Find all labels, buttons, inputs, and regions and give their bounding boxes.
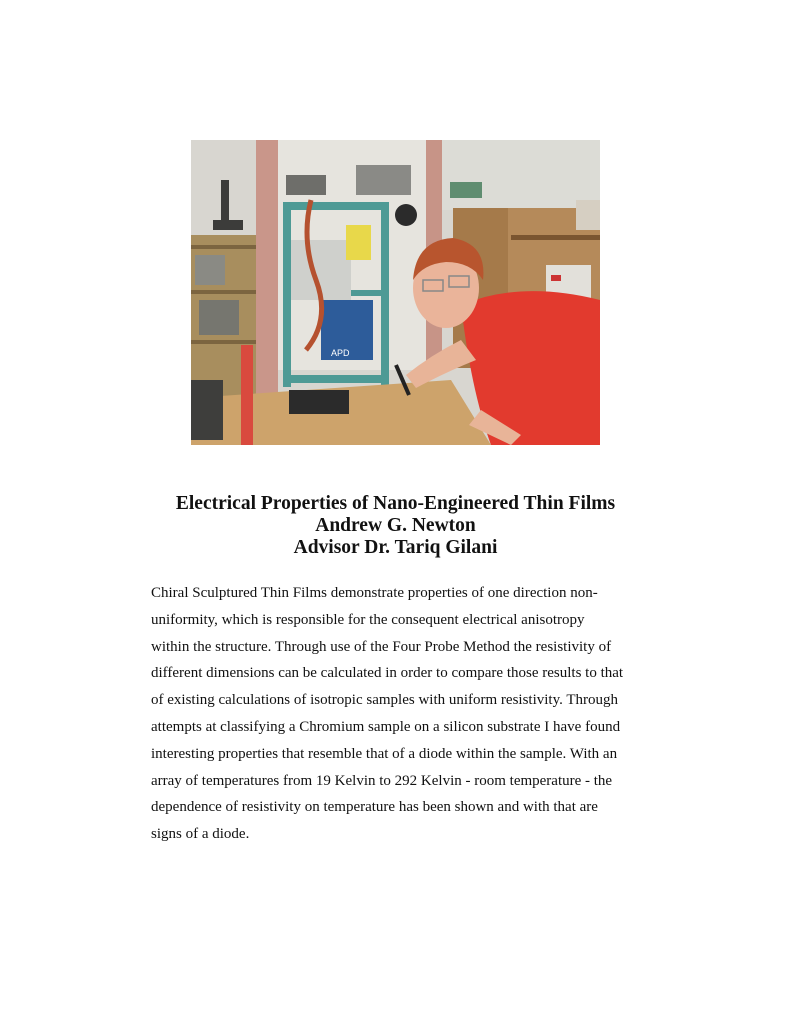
abstract-line: uniformity, which is responsible for the consequent electrical anisotropy [151,611,585,628]
lab-photo-illustration [191,140,600,445]
author-name: Andrew G. Newton [315,515,476,536]
abstract-line: array of temperatures from 19 Kelvin to 292 Kelvin - room temperature - the [151,772,613,789]
abstract-line: attempts at classifying a Chromium sample on a silicon substrate I have found [151,718,621,735]
abstract-line: dependence of resistivity on temperature has been shown and with that are [151,799,598,816]
title-block [0,493,791,559]
abstract-line: within the structure. Through use of the Four Probe Method the resistivity of [151,638,612,655]
lab-photo [191,140,600,445]
advisor-name: Advisor Dr. Tariq Gilani [293,537,498,558]
abstract-line: interesting properties that resemble that of a diode within the sample. With an [151,745,618,762]
abstract-line: signs of a diode. [151,826,250,843]
abstract-line: different dimensions can be calculated in order to compare those results to that [151,665,624,682]
panel-label: APD [331,348,350,358]
abstract-paragraph [151,580,651,848]
abstract-line: Chiral Sculptured Thin Films demonstrate properties of one direction non- [151,585,598,601]
document-title: Electrical Properties of Nano-Engineered Thin Films [175,493,616,514]
abstract-line: of existing calculations of isotropic samples with uniform resistivity. Through [151,692,619,709]
